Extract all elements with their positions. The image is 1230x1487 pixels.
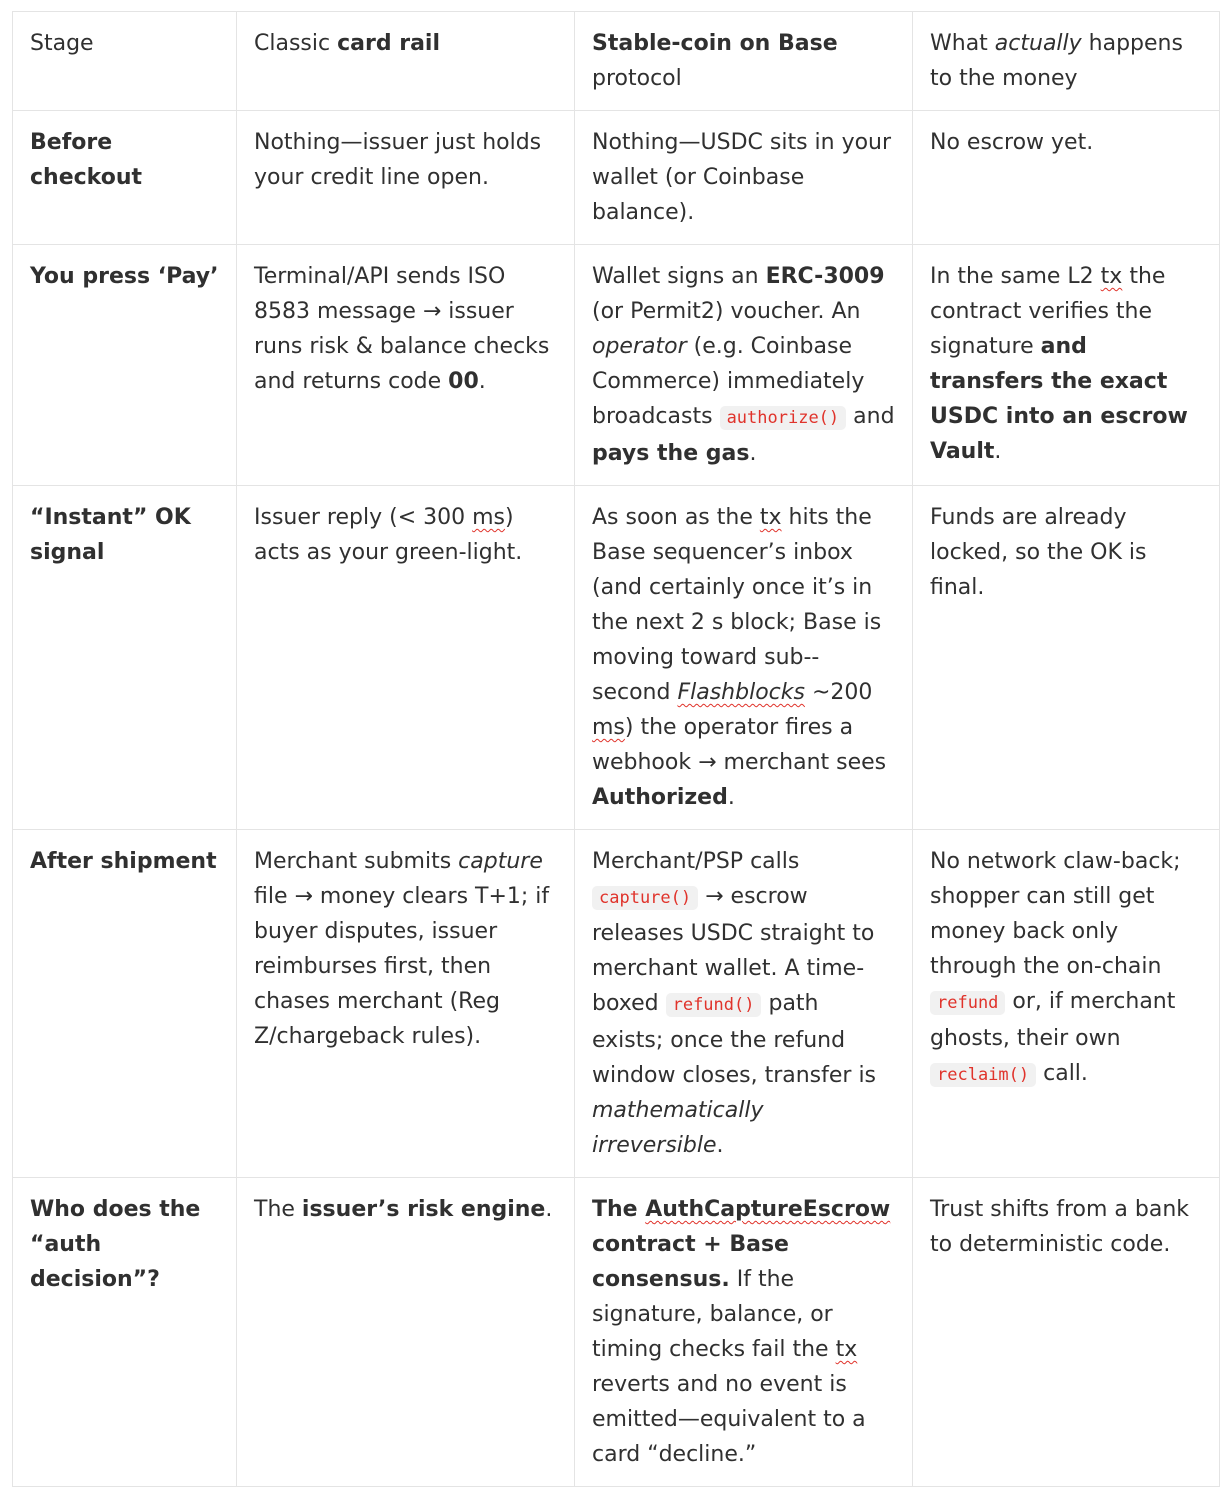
spellcheck-word: Flashblocks	[677, 680, 805, 705]
inline-code: capture()	[592, 886, 698, 910]
inline-code: refund()	[666, 993, 762, 1017]
stage-cell: “Instant” OK signal	[13, 486, 237, 830]
header-card-rail: Classic card rail	[237, 12, 575, 111]
money-cell: No escrow yet.	[913, 111, 1220, 245]
stage-cell: You press ‘Pay’	[13, 245, 237, 486]
spellcheck-word: tx	[835, 1337, 858, 1362]
spellcheck-word: tx	[759, 505, 782, 530]
inline-code: reclaim()	[930, 1063, 1036, 1087]
table-row	[13, 1178, 1220, 1487]
header-money: What actually happens to the money	[913, 12, 1220, 111]
document-page	[12, 11, 1220, 1487]
card-rail-cell: Nothing—issuer just holds your credit line open.	[237, 111, 575, 245]
table-row	[13, 486, 1220, 830]
spellcheck-word: AuthCaptureEscrow	[645, 1197, 891, 1222]
money-cell: Trust shifts from a bank to deterministic code.	[913, 1178, 1220, 1487]
card-rail-cell: Merchant submits capture file → money clears T+1; if buyer disputes, issuer reimburses first, then chases merchant (Reg Z/chargeback rules).	[237, 830, 575, 1178]
comparison-table	[12, 11, 1220, 1487]
stablecoin-cell: Nothing—USDC sits in your wallet (or Coinbase balance).	[575, 111, 913, 245]
stage-cell: Who does the “auth decision”?	[13, 1178, 237, 1487]
header-stage: Stage	[13, 12, 237, 111]
table-row	[13, 830, 1220, 1178]
spellcheck-word: ms	[592, 715, 625, 740]
card-rail-cell: Issuer reply (< 300 ms) acts as your green-light.	[237, 486, 575, 830]
inline-code: refund	[930, 991, 1005, 1015]
table-header-row	[13, 12, 1220, 111]
money-cell: Funds are already locked, so the OK is final.	[913, 486, 1220, 830]
table-row	[13, 111, 1220, 245]
stablecoin-cell: Merchant/PSP calls capture() → escrow releases USDC straight to merchant wallet. A time-boxed refund() path exists; once the refund window closes, transfer is mathematically irreversible.	[575, 830, 913, 1178]
stablecoin-cell: As soon as the tx hits the Base sequencer’s inbox (and certainly once it’s in the next 2 s block; Base is moving toward sub--second Flashblocks ~200 ms) the operator fires a webhook → merchant sees Authorized.	[575, 486, 913, 830]
card-rail-cell: Terminal/API sends ISO 8583 message → issuer runs risk & balance checks and returns code 00.	[237, 245, 575, 486]
table-row	[13, 245, 1220, 486]
money-cell: In the same L2 tx the contract verifies the signature and transfers the exact USDC into an escrow Vault.	[913, 245, 1220, 486]
spellcheck-word: ms	[472, 505, 506, 530]
inline-code: authorize()	[720, 406, 847, 430]
spellcheck-word: tx	[1100, 264, 1123, 289]
money-cell: No network claw-back; shopper can still get money back only through the on-chain refund or, if merchant ghosts, their own reclaim() call.	[913, 830, 1220, 1178]
card-rail-cell: The issuer’s risk engine.	[237, 1178, 575, 1487]
stablecoin-cell: Wallet signs an ERC-3009 (or Permit2) voucher. An operator (e.g. Coinbase Commerce) immediately broadcasts authorize() and pays the gas.	[575, 245, 913, 486]
stage-cell: Before checkout	[13, 111, 237, 245]
stage-cell: After shipment	[13, 830, 237, 1178]
header-stablecoin: Stable-coin on Base protocol	[575, 12, 913, 111]
stablecoin-cell: The AuthCaptureEscrow contract + Base consensus. If the signature, balance, or timing checks fail the tx reverts and no event is emitted—equivalent to a card “decline.”	[575, 1178, 913, 1487]
